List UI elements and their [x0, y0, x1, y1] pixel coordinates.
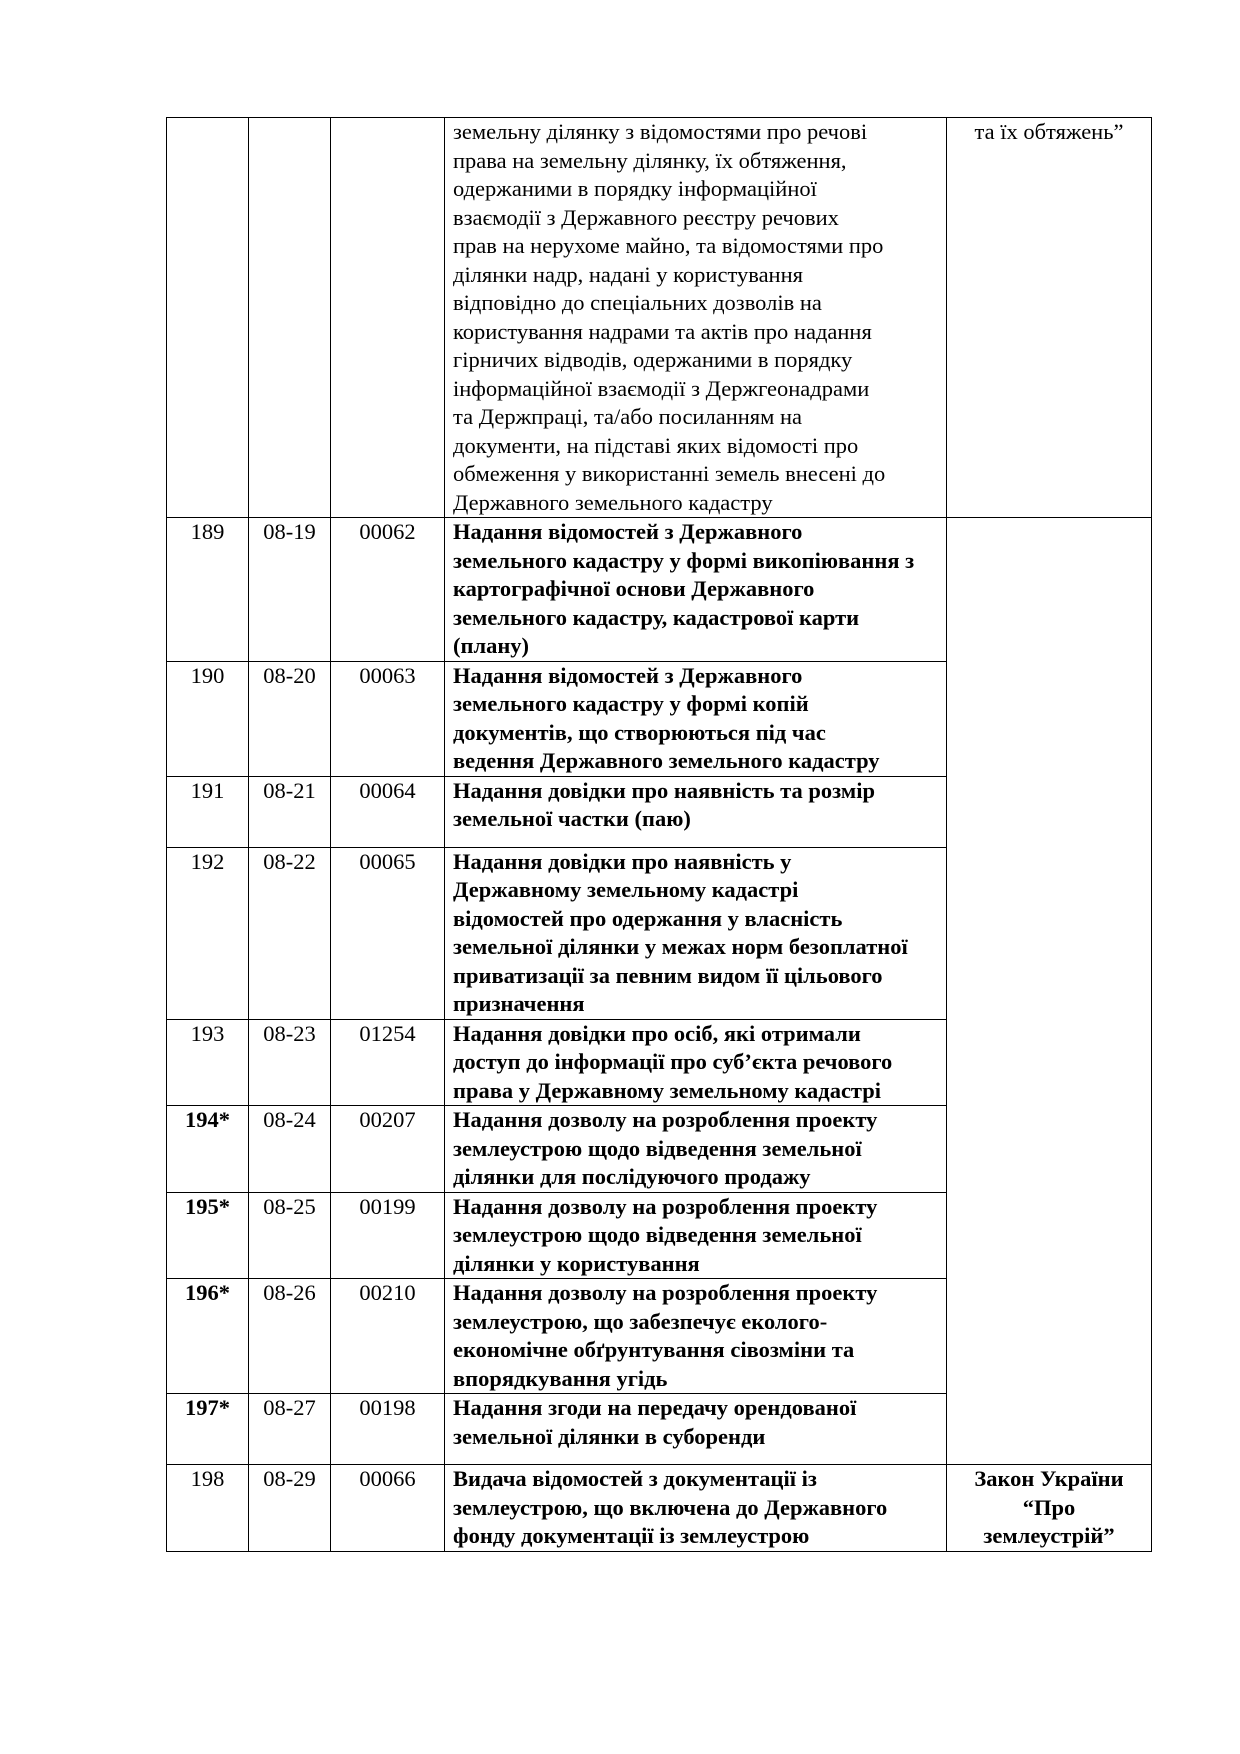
service-line: документів, що створюються під час: [453, 719, 826, 745]
service-name: [445, 1465, 947, 1552]
services-table-body: [167, 118, 1152, 1552]
service-name: [445, 1279, 947, 1394]
service-line: ділянки для послідуючого продажу: [453, 1164, 811, 1189]
row-number: 193: [167, 1019, 249, 1106]
service-name: [445, 518, 947, 662]
service-line: фонду документації із землеустрою: [453, 1523, 810, 1548]
row-number: 195*: [167, 1192, 249, 1279]
service-identifier: 01254: [331, 1019, 445, 1106]
row-number: 194*: [167, 1106, 249, 1193]
service-line: землеустрою, що включена до Державного: [453, 1494, 888, 1520]
service-line: ведення Державного земельного кадастру: [453, 748, 880, 773]
row-number: 197*: [167, 1394, 249, 1465]
service-code: 08-22: [249, 847, 331, 1019]
service-line: земельного кадастру у формі викопіювання з: [453, 547, 915, 573]
service-line: відомостей про одержання у власність: [453, 905, 843, 931]
service-code: 08-19: [249, 518, 331, 662]
service-line: Надання довідки про наявність та розмір: [453, 777, 875, 803]
services-table: [166, 117, 1152, 1552]
service-identifier: 00199: [331, 1192, 445, 1279]
law-line: “Про: [1022, 1494, 1076, 1520]
service-name: [445, 1019, 947, 1106]
service-line: та Держпраці, та/або посиланням на: [453, 404, 803, 429]
service-line: обмеження у використанні земель внесені до: [453, 461, 886, 486]
service-line: Надання дозволу на розроблення проекту: [453, 1280, 878, 1305]
service-line: землеустрою, що забезпечує еколого-: [453, 1308, 828, 1334]
service-code: 08-27: [249, 1394, 331, 1465]
service-line: земельної ділянки в суборенди: [453, 1423, 766, 1449]
legal-basis: [947, 518, 1152, 1465]
legal-basis: та їх обтяжень”: [947, 118, 1152, 518]
service-code: 08-21: [249, 776, 331, 847]
service-line: впорядкування угідь: [453, 1365, 668, 1391]
service-line: приватизації за певним видом її цільового: [453, 962, 883, 988]
service-identifier: [331, 118, 445, 518]
service-identifier: 00207: [331, 1106, 445, 1193]
service-name: [445, 661, 947, 776]
service-identifier: 00062: [331, 518, 445, 662]
service-line: Надання відомостей з Державного: [453, 519, 803, 544]
service-line: користування надрами та актів про надання: [453, 318, 872, 344]
law-line: землеустрій”: [983, 1523, 1115, 1548]
service-line: землеустрою щодо відведення земельної: [453, 1135, 862, 1161]
table-row: [167, 1465, 1152, 1552]
service-line: картографічної основи Державного: [453, 576, 815, 601]
row-number: 196*: [167, 1279, 249, 1394]
row-number: 190: [167, 661, 249, 776]
service-code: 08-29: [249, 1465, 331, 1552]
service-name: [445, 776, 947, 847]
service-line: Надання довідки про осіб, які отримали: [453, 1020, 861, 1046]
table-row: [167, 118, 1152, 518]
row-number: 198: [167, 1465, 249, 1552]
service-line: права на земельну ділянку, їх обтяження,: [453, 147, 847, 173]
service-line: землеустрою щодо відведення земельної: [453, 1222, 862, 1247]
service-identifier: 00063: [331, 661, 445, 776]
service-line: прав на нерухоме майно, та відомостями про: [453, 233, 884, 258]
row-number: 191: [167, 776, 249, 847]
service-name: [445, 847, 947, 1019]
service-line: Державного земельного кадастру: [453, 489, 773, 515]
row-number: [167, 118, 249, 518]
service-line: економічне обґрунтування сівозміни та: [453, 1337, 855, 1362]
service-identifier: 00210: [331, 1279, 445, 1394]
service-line: Надання дозволу на розроблення проекту: [453, 1107, 878, 1132]
service-line: доступ до інформації про суб’єкта речового: [453, 1049, 893, 1074]
service-line: земельного кадастру, кадастрової карти: [453, 604, 860, 630]
row-number: 189: [167, 518, 249, 662]
service-name: [445, 1192, 947, 1279]
service-code: 08-26: [249, 1279, 331, 1394]
service-code: 08-23: [249, 1019, 331, 1106]
service-identifier: 00198: [331, 1394, 445, 1465]
service-line: Надання згоди на передачу орендованої: [453, 1395, 857, 1420]
service-name: [445, 1394, 947, 1465]
service-line: інформаційної взаємодії з Держгеонадрами: [453, 375, 870, 401]
service-line: одержаними в порядку інформаційної: [453, 176, 817, 201]
service-identifier: 00065: [331, 847, 445, 1019]
service-name: [445, 1106, 947, 1193]
service-line: відповідно до спеціальних дозволів на: [453, 290, 822, 315]
legal-basis: [947, 1465, 1152, 1552]
service-line: права у Державному земельному кадастрі: [453, 1077, 882, 1103]
service-line: земельного кадастру у формі копій: [453, 691, 809, 716]
service-code: 08-20: [249, 661, 331, 776]
service-identifier: 00066: [331, 1465, 445, 1552]
service-line: Надання довідки про наявність у: [453, 848, 792, 874]
row-number: 192: [167, 847, 249, 1019]
table-row: [167, 518, 1152, 662]
service-line: ділянки у користування: [453, 1250, 700, 1276]
service-line: документи, на підставі яких відомості про: [453, 432, 859, 458]
service-line: земельну ділянку з відомостями про речові: [453, 119, 868, 144]
service-line: (плану): [453, 633, 530, 658]
service-line: ділянки надр, надані у користування: [453, 261, 803, 287]
service-line: Державному земельному кадастрі: [453, 877, 799, 902]
law-line: Закон України: [974, 1466, 1124, 1491]
service-identifier: 00064: [331, 776, 445, 847]
service-line: Надання відомостей з Державного: [453, 662, 803, 688]
service-code: [249, 118, 331, 518]
service-line: земельної частки (паю): [453, 806, 691, 831]
service-line: гірничих відводів, одержаними в порядку: [453, 347, 853, 372]
service-code: 08-25: [249, 1192, 331, 1279]
service-name: [445, 118, 947, 518]
service-line: призначення: [453, 991, 585, 1016]
service-line: земельної ділянки у межах норм безоплатної: [453, 934, 908, 959]
service-line: взаємодії з Державного реєстру речових: [453, 204, 839, 230]
service-code: 08-24: [249, 1106, 331, 1193]
service-line: Надання дозволу на розроблення проекту: [453, 1193, 878, 1219]
service-line: Видача відомостей з документації із: [453, 1466, 817, 1491]
